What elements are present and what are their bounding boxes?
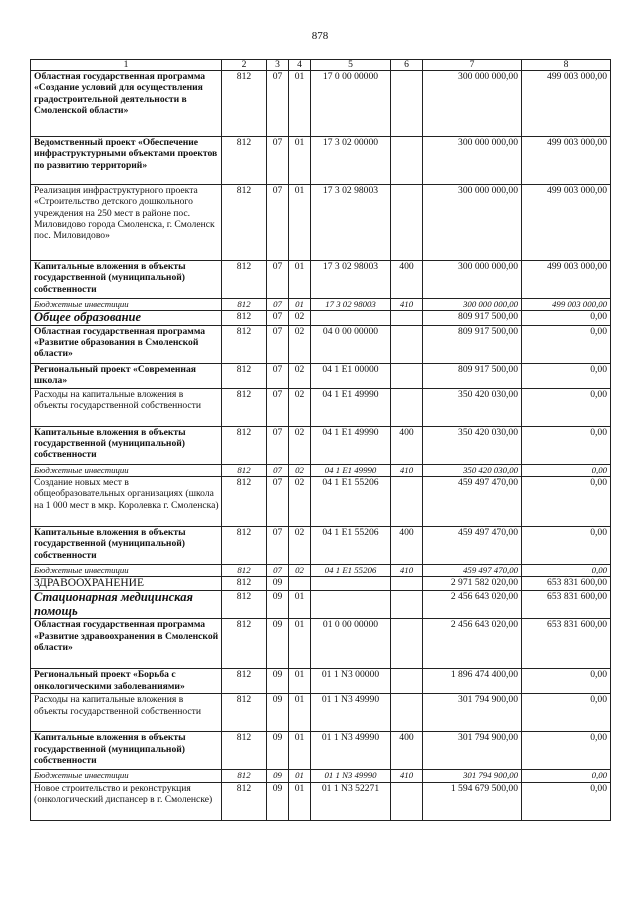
amount-col7-cell: 350 420 030,00 — [423, 426, 522, 464]
amount-col7-cell: 2 971 582 020,00 — [423, 577, 522, 591]
ministry-code-cell: 812 — [222, 591, 267, 619]
ministry-code-cell: 812 — [222, 311, 267, 326]
amount-col7-cell: 809 917 500,00 — [423, 363, 522, 388]
amount-col8-cell: 653 831 600,00 — [522, 591, 611, 619]
subsection-code-cell: 02 — [289, 527, 311, 565]
ministry-code-cell: 812 — [222, 732, 267, 770]
amount-col8-cell: 0,00 — [522, 363, 611, 388]
expense-type-cell: 400 — [391, 261, 423, 299]
subsection-code-cell: 01 — [289, 261, 311, 299]
section-code-cell: 07 — [267, 388, 289, 426]
row-name-cell: Ведомственный проект «Обеспечение инфраструктурными объектами проектов по развитию территорий» — [31, 137, 222, 185]
ministry-code-cell: 812 — [222, 261, 267, 299]
column-header-3: 3 — [267, 60, 289, 71]
amount-col7-cell: 300 000 000,00 — [423, 71, 522, 137]
row-name-cell: Расходы на капитальные вложения в объекты государственной собственности — [31, 694, 222, 732]
table-row — [31, 363, 611, 388]
subsection-code-cell: 01 — [289, 782, 311, 820]
row-name-cell: Областная государственная программа «Развитие образования в Смоленской области» — [31, 325, 222, 363]
target-article-cell — [311, 577, 391, 591]
amount-col7-cell: 459 497 470,00 — [423, 565, 522, 577]
row-name-cell: Региональный проект «Современная школа» — [31, 363, 222, 388]
section-code-cell: 07 — [267, 325, 289, 363]
budget-table — [30, 59, 611, 821]
table-row — [31, 565, 611, 577]
ministry-code-cell: 812 — [222, 694, 267, 732]
table-row — [31, 311, 611, 326]
ministry-code-cell: 812 — [222, 527, 267, 565]
subsection-code-cell: 01 — [289, 732, 311, 770]
expense-type-cell — [391, 477, 423, 527]
table-row — [31, 137, 611, 185]
target-article-cell: 17 3 02 98003 — [311, 299, 391, 311]
expense-type-cell — [391, 137, 423, 185]
row-name-cell: Капитальные вложения в объекты государственной (муниципальной) собственности — [31, 426, 222, 464]
target-article-cell — [311, 591, 391, 619]
subsection-code-cell: 02 — [289, 565, 311, 577]
ministry-code-cell: 812 — [222, 388, 267, 426]
row-name-cell: Областная государственная программа «Развитие здравоохранения в Смоленской области» — [31, 619, 222, 669]
amount-col7-cell: 350 420 030,00 — [423, 464, 522, 476]
amount-col8-cell: 0,00 — [522, 311, 611, 326]
expense-type-cell — [391, 669, 423, 694]
table-row — [31, 299, 611, 311]
column-header-8: 8 — [522, 60, 611, 71]
row-name-cell: Реализация инфраструктурного проекта «Строительство детского дошкольного учреждения на 250 мест в районе пос. Миловидово города Смоленска, г. Смоленск пос. Миловидово» — [31, 185, 222, 261]
section-code-cell: 07 — [267, 527, 289, 565]
row-name-cell: Бюджетные инвестиции — [31, 770, 222, 782]
subsection-code-cell — [289, 577, 311, 591]
expense-type-cell — [391, 388, 423, 426]
subsection-code-cell: 01 — [289, 137, 311, 185]
target-article-cell: 01 1 N3 49990 — [311, 694, 391, 732]
target-article-cell: 01 1 N3 52271 — [311, 782, 391, 820]
ministry-code-cell: 812 — [222, 577, 267, 591]
amount-col7-cell: 350 420 030,00 — [423, 388, 522, 426]
ministry-code-cell: 812 — [222, 137, 267, 185]
subsection-code-cell: 01 — [289, 669, 311, 694]
ministry-code-cell: 812 — [222, 782, 267, 820]
amount-col7-cell: 300 000 000,00 — [423, 137, 522, 185]
target-article-cell: 04 1 E1 55206 — [311, 527, 391, 565]
ministry-code-cell: 812 — [222, 426, 267, 464]
table-row — [31, 527, 611, 565]
subsection-code-cell: 01 — [289, 694, 311, 732]
expense-type-cell: 410 — [391, 299, 423, 311]
column-header-7: 7 — [423, 60, 522, 71]
column-header-4: 4 — [289, 60, 311, 71]
section-code-cell: 09 — [267, 732, 289, 770]
amount-col8-cell: 0,00 — [522, 565, 611, 577]
amount-col8-cell: 0,00 — [522, 388, 611, 426]
amount-col7-cell: 300 000 000,00 — [423, 261, 522, 299]
amount-col8-cell: 0,00 — [522, 732, 611, 770]
expense-type-cell — [391, 694, 423, 732]
amount-col8-cell: 653 831 600,00 — [522, 619, 611, 669]
section-code-cell: 07 — [267, 185, 289, 261]
target-article-cell: 01 1 N3 49990 — [311, 732, 391, 770]
ministry-code-cell: 812 — [222, 299, 267, 311]
target-article-cell: 17 3 02 98003 — [311, 185, 391, 261]
subsection-code-cell: 01 — [289, 770, 311, 782]
table-row — [31, 477, 611, 527]
table-row — [31, 732, 611, 770]
amount-col7-cell: 459 497 470,00 — [423, 477, 522, 527]
expense-type-cell — [391, 619, 423, 669]
ministry-code-cell: 812 — [222, 363, 267, 388]
ministry-code-cell: 812 — [222, 71, 267, 137]
subsection-code-cell: 02 — [289, 311, 311, 326]
ministry-code-cell: 812 — [222, 619, 267, 669]
target-article-cell: 01 1 N3 49990 — [311, 770, 391, 782]
section-code-cell: 09 — [267, 782, 289, 820]
row-name-cell: Бюджетные инвестиции — [31, 464, 222, 476]
amount-col8-cell: 0,00 — [522, 426, 611, 464]
table-row — [31, 325, 611, 363]
target-article-cell: 17 0 00 00000 — [311, 71, 391, 137]
subsection-code-cell: 01 — [289, 185, 311, 261]
subsection-code-cell: 01 — [289, 299, 311, 311]
section-code-cell: 07 — [267, 71, 289, 137]
section-code-cell: 09 — [267, 619, 289, 669]
amount-col7-cell: 2 456 643 020,00 — [423, 591, 522, 619]
section-code-cell: 09 — [267, 770, 289, 782]
section-code-cell: 07 — [267, 464, 289, 476]
amount-col8-cell: 499 003 000,00 — [522, 137, 611, 185]
section-code-cell: 09 — [267, 577, 289, 591]
section-code-cell: 07 — [267, 261, 289, 299]
row-name-cell: Капитальные вложения в объекты государственной (муниципальной) собственности — [31, 732, 222, 770]
table-body — [31, 71, 611, 821]
amount-col8-cell: 653 831 600,00 — [522, 577, 611, 591]
row-name-cell: Капитальные вложения в объекты государственной (муниципальной) собственности — [31, 261, 222, 299]
amount-col7-cell: 300 000 000,00 — [423, 185, 522, 261]
table-row — [31, 261, 611, 299]
target-article-cell: 17 3 02 00000 — [311, 137, 391, 185]
amount-col8-cell: 0,00 — [522, 325, 611, 363]
expense-type-cell: 400 — [391, 527, 423, 565]
expense-type-cell — [391, 71, 423, 137]
amount-col8-cell: 0,00 — [522, 694, 611, 732]
amount-col8-cell: 0,00 — [522, 527, 611, 565]
amount-col7-cell: 1 896 474 400,00 — [423, 669, 522, 694]
expense-type-cell: 410 — [391, 770, 423, 782]
row-name-cell: Капитальные вложения в объекты государственной (муниципальной) собственности — [31, 527, 222, 565]
table-row — [31, 619, 611, 669]
ministry-code-cell: 812 — [222, 770, 267, 782]
amount-col8-cell: 0,00 — [522, 477, 611, 527]
ministry-code-cell: 812 — [222, 477, 267, 527]
table-row — [31, 782, 611, 820]
amount-col7-cell: 809 917 500,00 — [423, 311, 522, 326]
table-row — [31, 577, 611, 591]
target-article-cell: 04 1 E1 49990 — [311, 464, 391, 476]
subsection-code-cell: 02 — [289, 325, 311, 363]
subsection-code-cell: 01 — [289, 71, 311, 137]
target-article-cell: 01 1 N3 00000 — [311, 669, 391, 694]
target-article-cell: 04 1 E1 55206 — [311, 565, 391, 577]
row-name-cell: Общее образование — [31, 311, 222, 326]
subsection-code-cell: 02 — [289, 363, 311, 388]
amount-col7-cell: 1 594 679 500,00 — [423, 782, 522, 820]
table-row — [31, 185, 611, 261]
expense-type-cell — [391, 363, 423, 388]
amount-col8-cell: 0,00 — [522, 464, 611, 476]
page-number: 878 — [311, 30, 329, 42]
amount-col7-cell: 301 794 900,00 — [423, 732, 522, 770]
amount-col7-cell: 301 794 900,00 — [423, 770, 522, 782]
column-header-2: 2 — [222, 60, 267, 71]
amount-col8-cell: 0,00 — [522, 782, 611, 820]
section-code-cell: 07 — [267, 426, 289, 464]
ministry-code-cell: 812 — [222, 565, 267, 577]
section-code-cell: 07 — [267, 311, 289, 326]
amount-col8-cell: 499 003 000,00 — [522, 261, 611, 299]
table-row — [31, 669, 611, 694]
subsection-code-cell: 02 — [289, 464, 311, 476]
section-code-cell: 07 — [267, 477, 289, 527]
expense-type-cell — [391, 577, 423, 591]
amount-col8-cell: 499 003 000,00 — [522, 185, 611, 261]
ministry-code-cell: 812 — [222, 325, 267, 363]
target-article-cell: 17 3 02 98003 — [311, 261, 391, 299]
ministry-code-cell: 812 — [222, 185, 267, 261]
amount-col7-cell: 459 497 470,00 — [423, 527, 522, 565]
row-name-cell: Расходы на капитальные вложения в объекты государственной собственности — [31, 388, 222, 426]
row-name-cell: Бюджетные инвестиции — [31, 565, 222, 577]
subsection-code-cell: 01 — [289, 619, 311, 669]
amount-col7-cell: 2 456 643 020,00 — [423, 619, 522, 669]
column-header-6: 6 — [391, 60, 423, 71]
target-article-cell: 04 1 E1 00000 — [311, 363, 391, 388]
expense-type-cell: 400 — [391, 426, 423, 464]
subsection-code-cell: 02 — [289, 477, 311, 527]
header-row — [31, 60, 611, 71]
section-code-cell: 07 — [267, 363, 289, 388]
table-row — [31, 770, 611, 782]
section-code-cell: 09 — [267, 694, 289, 732]
expense-type-cell: 400 — [391, 732, 423, 770]
table-row — [31, 71, 611, 137]
row-name-cell: Создание новых мест в общеобразовательных организациях (школа на 1 000 мест в мкр. Королевка г. Смоленска) — [31, 477, 222, 527]
amount-col8-cell: 0,00 — [522, 669, 611, 694]
section-code-cell: 09 — [267, 591, 289, 619]
column-header-5: 5 — [311, 60, 391, 71]
table-row — [31, 694, 611, 732]
subsection-code-cell: 02 — [289, 426, 311, 464]
section-code-cell: 09 — [267, 669, 289, 694]
amount-col7-cell: 301 794 900,00 — [423, 694, 522, 732]
ministry-code-cell: 812 — [222, 464, 267, 476]
amount-col8-cell: 499 003 000,00 — [522, 299, 611, 311]
target-article-cell: 01 0 00 00000 — [311, 619, 391, 669]
amount-col8-cell: 499 003 000,00 — [522, 71, 611, 137]
row-name-cell: ЗДРАВООХРАНЕНИЕ — [31, 577, 222, 591]
expense-type-cell — [391, 311, 423, 326]
section-code-cell: 07 — [267, 565, 289, 577]
row-name-cell: Новое строительство и реконструкция (онкологический диспансер в г. Смоленске) — [31, 782, 222, 820]
expense-type-cell: 410 — [391, 565, 423, 577]
subsection-code-cell: 02 — [289, 388, 311, 426]
table-row — [31, 591, 611, 619]
row-name-cell: Региональный проект «Борьба с онкологическими заболеваниями» — [31, 669, 222, 694]
target-article-cell: 04 1 E1 55206 — [311, 477, 391, 527]
expense-type-cell — [391, 591, 423, 619]
table-row — [31, 426, 611, 464]
table-row — [31, 388, 611, 426]
target-article-cell: 04 1 E1 49990 — [311, 426, 391, 464]
expense-type-cell: 410 — [391, 464, 423, 476]
row-name-cell: Областная государственная программа «Создание условий для осуществления градостроительной деятельности в Смоленской области» — [31, 71, 222, 137]
expense-type-cell — [391, 782, 423, 820]
target-article-cell — [311, 311, 391, 326]
section-code-cell: 07 — [267, 299, 289, 311]
subsection-code-cell: 01 — [289, 591, 311, 619]
amount-col7-cell: 300 000 000,00 — [423, 299, 522, 311]
amount-col8-cell: 0,00 — [522, 770, 611, 782]
row-name-cell: Стационарная медицинская помощь — [31, 591, 222, 619]
section-code-cell: 07 — [267, 137, 289, 185]
target-article-cell: 04 0 00 00000 — [311, 325, 391, 363]
amount-col7-cell: 809 917 500,00 — [423, 325, 522, 363]
target-article-cell: 04 1 E1 49990 — [311, 388, 391, 426]
expense-type-cell — [391, 185, 423, 261]
row-name-cell: Бюджетные инвестиции — [31, 299, 222, 311]
ministry-code-cell: 812 — [222, 669, 267, 694]
expense-type-cell — [391, 325, 423, 363]
table-row — [31, 464, 611, 476]
column-header-1: 1 — [31, 60, 222, 71]
